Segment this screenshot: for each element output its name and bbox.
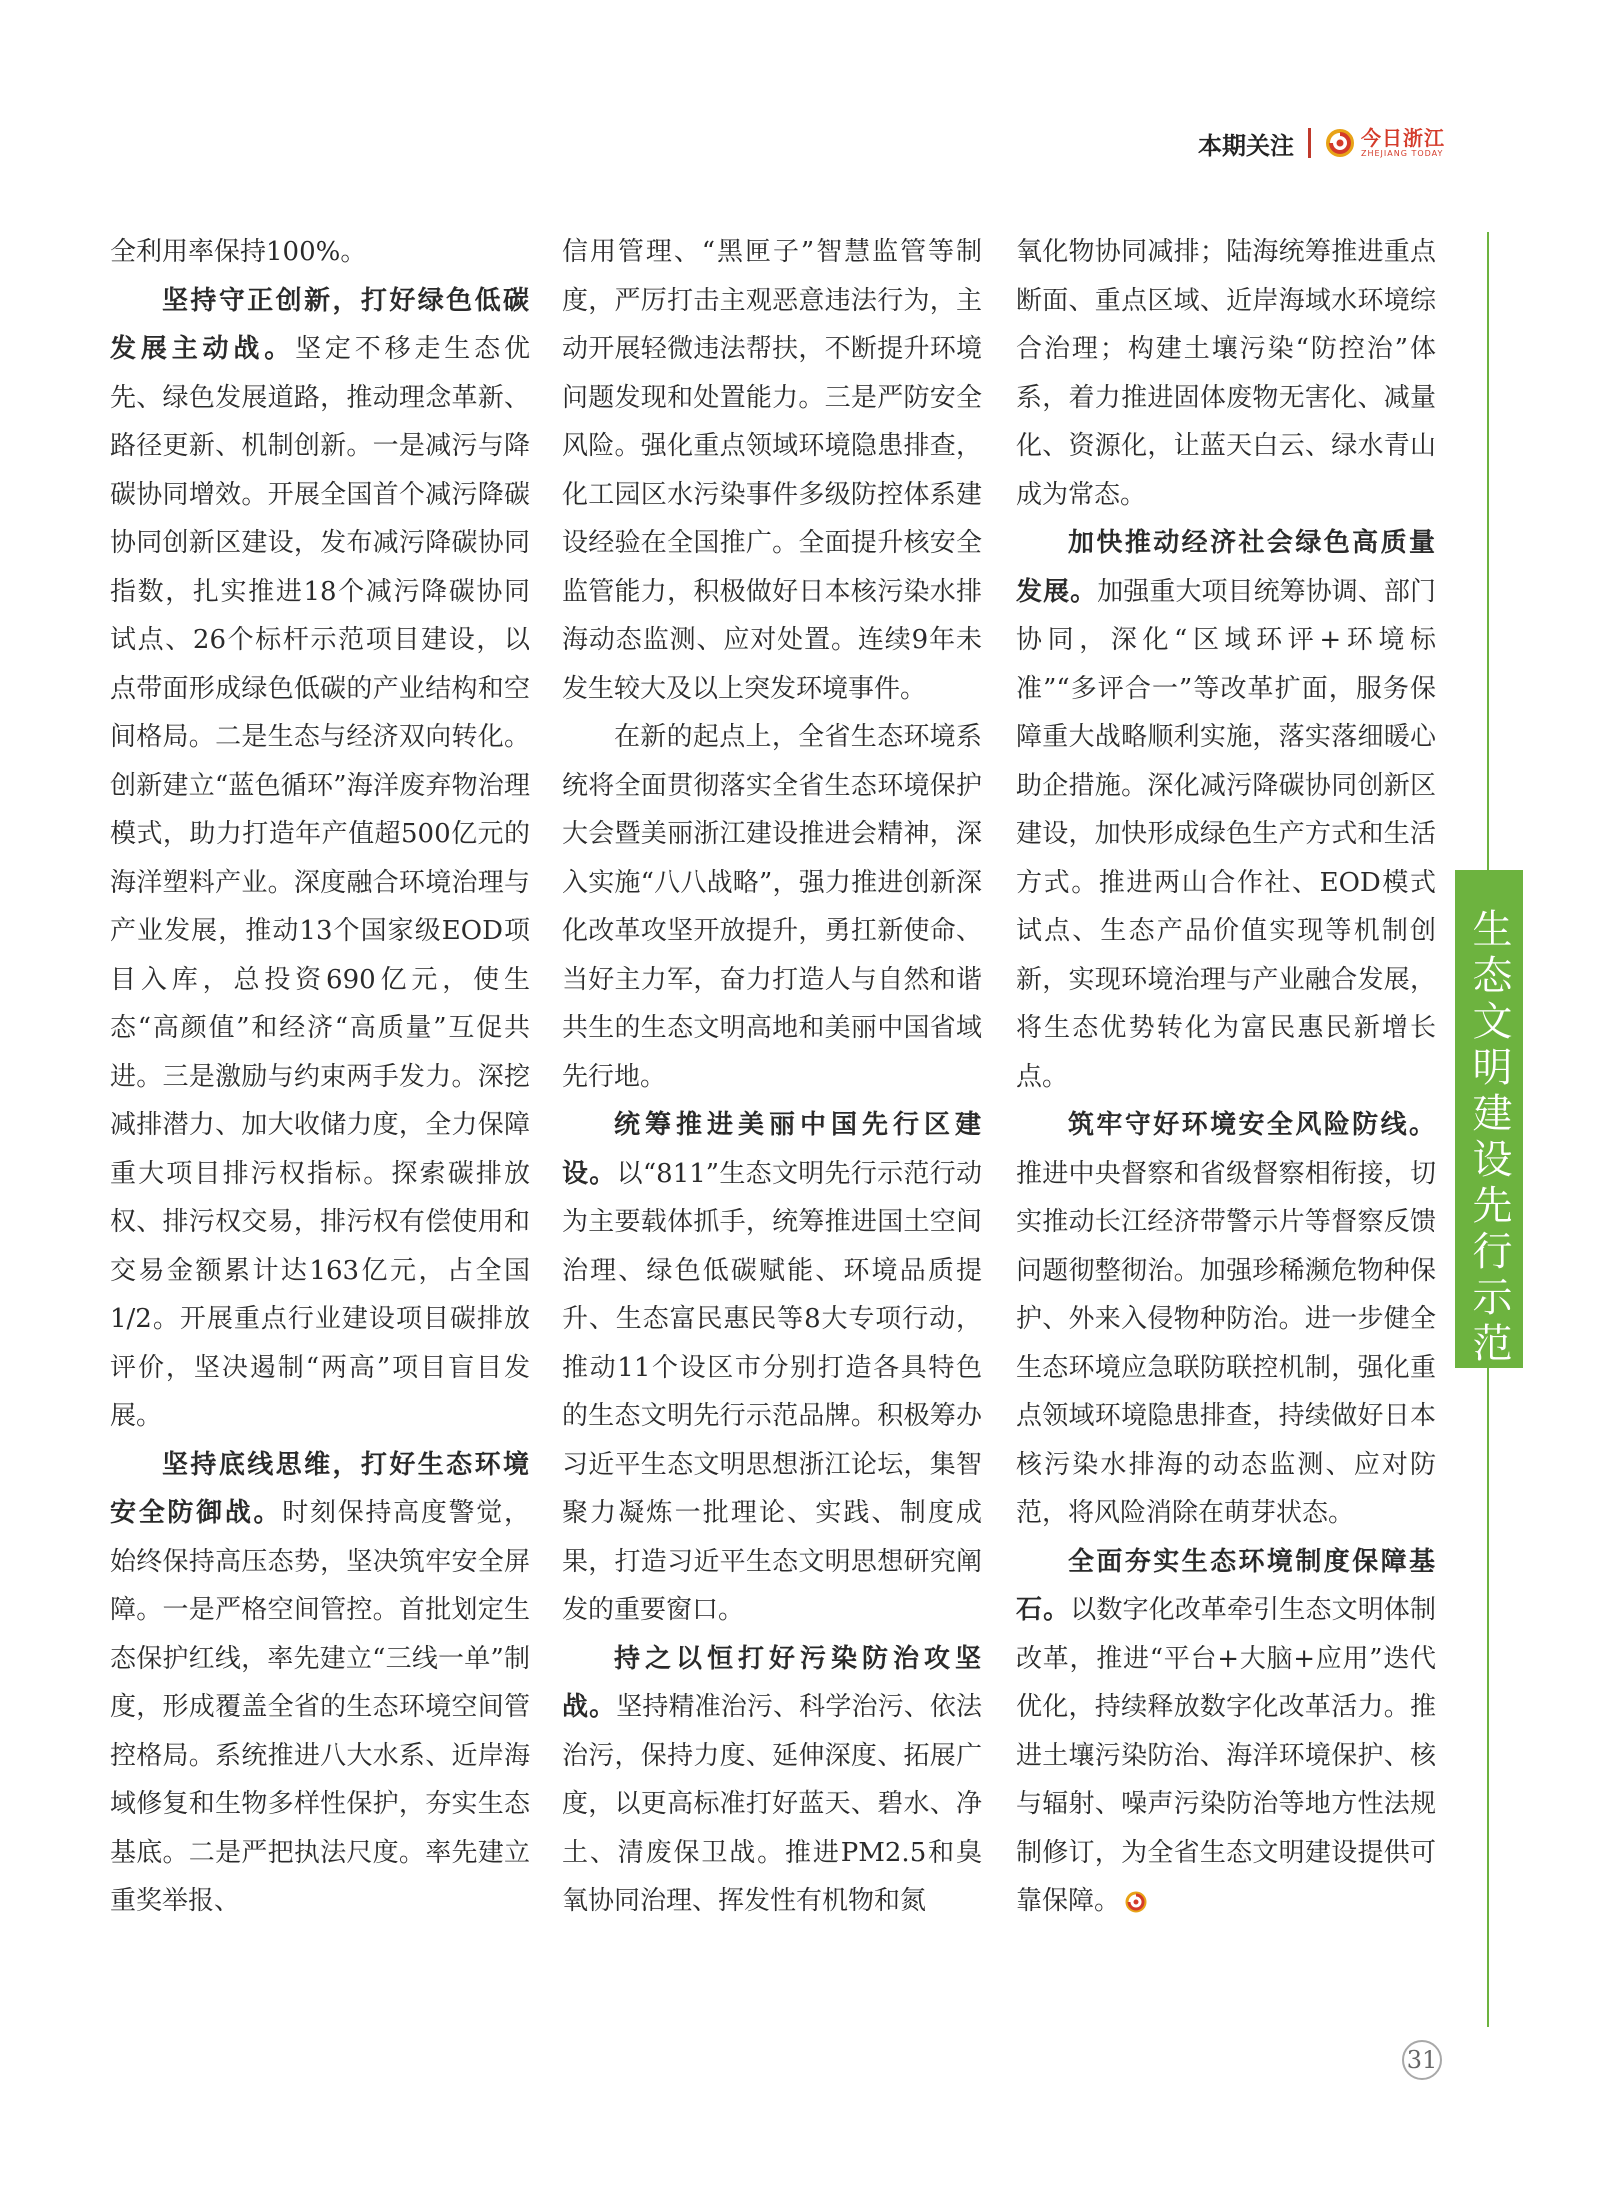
paragraph-text: 氧化物协同减排；陆海统筹推进重点断面、重点区域、近岸海域水环境综合治理；构建土壤污染“防控治”体系，着力推进固体废物无害化、减量化、资源化，让蓝天白云、绿水青山成为常态。 (1016, 237, 1436, 510)
article-end-icon (1124, 1890, 1148, 1914)
paragraph (1016, 228, 1436, 519)
article-column-1 (110, 228, 530, 1926)
paragraph-text: 全利用率保持100%。 (110, 237, 367, 267)
paragraph-lead: 持之以恒打好污染防治攻坚战。 (562, 1643, 982, 1722)
brand-name: 今日浙江 (1361, 126, 1445, 150)
paragraph-text: 坚定不移走生态优先、绿色发展道路，推动理念革新、路径更新、机制创新。一是减污与降碳协同增效。开展全国首个减污降碳协同创新区建设，发布减污降碳协同指数，扎实推进18个减污降碳协同试点、26个标杆示范项目建设，以点带面形成绿色低碳的产业结构和空间格局。二是生态与经济双向转化。创新建立“蓝色循环”海洋废弃物治理模式，助力打造年产值超500亿元的海洋塑料产业。深度融合环境治理与产业发展，推动13个国家级EOD项目入库，总投资690亿元，使生态“高颜值”和经济“高质量”互促共进。三是激励与约束两手发力。深挖减排潜力、加大收储力度，全力保障重大项目排污权指标。探索碳排放权、排污权交易，排污权有偿使用和交易金额累计达163亿元，占全国1/2。开展重点行业建设项目碳排放评价，坚决遏制“两高”项目盲目发展。 (110, 334, 530, 1431)
page-header (1198, 118, 1445, 168)
paragraph-lead: 坚持底线思维，打好生态环境安全防御战。 (110, 1449, 530, 1528)
paragraph (1016, 1538, 1436, 1926)
sidebar-banner (1455, 870, 1523, 1368)
paragraph (1016, 1101, 1436, 1538)
paragraph (562, 1635, 982, 1926)
header-divider (1308, 128, 1311, 158)
paragraph (110, 228, 530, 277)
brand-swirl-icon (1325, 128, 1355, 158)
brand-name-en: ZHEJIANG TODAY (1361, 149, 1444, 158)
paragraph-text: 以“811”生态文明先行示范行动为主要载体抓手，统筹推进国土空间治理、绿色低碳赋能、环境品质提升、生态富民惠民等8大专项行动，推动11个设区市分别打造各具特色的生态文明先行示范品牌。积极筹办习近平生态文明思想浙江论坛，集智聚力凝炼一批理论、实践、制度成果，打造习近平生态文明思想研究阐发的重要窗口。 (562, 1158, 982, 1625)
sidebar-title: 生态文明建设先行示范 (1466, 908, 1512, 1368)
paragraph-text: 在新的起点上，全省生态环境系统将全面贯彻落实全省生态环境保护大会暨美丽浙江建设推进会精神，深入实施“八八战略”，强力推进创新深化改革攻坚开放提升，勇扛新使命、当好主力军，奋力打造人与自然和谐共生的生态文明高地和美丽中国省域先行地。 (562, 722, 982, 1092)
paragraph-text: 时刻保持高度警觉，始终保持高压态势，坚决筑牢安全屏障。一是严格空间管控。首批划定生态保护红线，率先建立“三线一单”制度，形成覆盖全省的生态环境空间管控格局。系统推进八大水系、近岸海域修复和生物多样性保护，夯实生态基底。二是严把执法尺度。率先建立重奖举报、 (110, 1498, 530, 1916)
paragraph-text: 加强重大项目统筹协调、部门协同，深化“区域环评+环境标准”“多评合一”等改革扩面，服务保障重大战略顺利实施，落实落细暖心助企措施。深化减污降碳协同创新区建设，加快形成绿色生产方式和生活方式。推进两山合作社、EOD模式试点、生态产品价值实现等机制创新，实现环境治理与产业融合发展，将生态优势转化为富民惠民新增长点。 (1016, 576, 1436, 1092)
paragraph-lead: 筑牢守好环境安全风险防线。 (1068, 1110, 1436, 1140)
paragraph-text: 推进中央督察和省级督察相衔接，切实推动长江经济带警示片等督察反馈问题彻整彻治。加强珍稀濒危物种保护、外来入侵物种防治。进一步健全生态环境应急联防联控机制，强化重点领域环境隐患排查，持续做好日本核污染水排海的动态监测、应对防范，将风险消除在萌芽状态。 (1016, 1158, 1436, 1528)
paragraph (1016, 519, 1436, 1101)
paragraph-lead: 坚持守正创新，打好绿色低碳发展主动战。 (110, 285, 530, 364)
paragraph (562, 1101, 982, 1635)
paragraph-text: 坚持精准治污、科学治污、依法治污，保持力度、延伸深度、拓展广度，以更高标准打好蓝天、碧水、净土、清废保卫战。推进PM2.5和臭氧协同治理、挥发性有机物和氮 (562, 1692, 982, 1916)
brand-logo (1325, 128, 1445, 158)
paragraph-lead: 统筹推进美丽中国先行区建设。 (562, 1110, 982, 1189)
section-name: 本期关注 (1198, 131, 1294, 160)
paragraph-lead: 加快推动经济社会绿色高质量发展。 (1016, 528, 1436, 607)
article-column-3 (1016, 228, 1436, 1926)
paragraph-lead: 全面夯实生态环境制度保障基石。 (1016, 1546, 1436, 1625)
paragraph-text: 以数字化改革牵引生态文明体制改革，推进“平台+大脑+应用”迭代优化，持续释放数字化改革活力。推进土壤污染防治、海洋环境保护、核与辐射、噪声污染防治等地方性法规制修订，为全省生态文明建设提供可靠保障。 (1016, 1595, 1436, 1916)
paragraph (562, 228, 982, 713)
page-number: 31 (1402, 2040, 1442, 2080)
paragraph (562, 713, 982, 1101)
paragraph-text: 信用管理、“黑匣子”智慧监管等制度，严厉打击主观恶意违法行为，主动开展轻微违法帮扶，不断提升环境问题发现和处置能力。三是严防安全风险。强化重点领域环境隐患排查，化工园区水污染事件多级防控体系建设经验在全国推广。全面提升核安全监管能力，积极做好日本核污染水排海动态监测、应对处置。连续9年未发生较大及以上突发环境事件。 (562, 237, 982, 704)
paragraph (110, 277, 530, 1441)
article-column-2 (562, 228, 982, 1926)
paragraph (110, 1441, 530, 1926)
brand-text (1361, 128, 1445, 158)
